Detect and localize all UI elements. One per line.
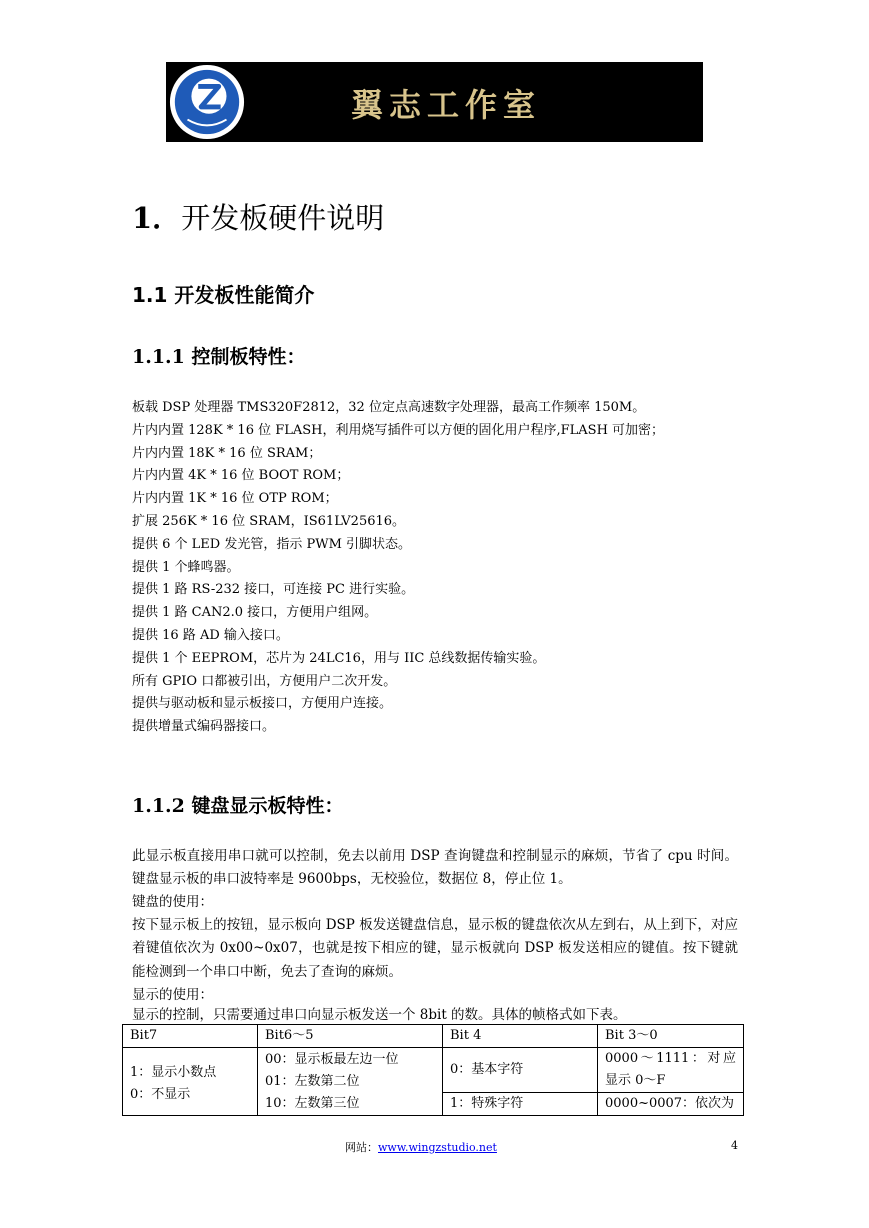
feature-line: 板载 DSP 处理器 TMS320F2812，32 位定点高速数字处理器，最高工作频率 150M。 (132, 400, 646, 415)
header-cell: Bit 3～0 (598, 1025, 744, 1048)
website-link[interactable]: www.wingzstudio.net (378, 1141, 497, 1154)
footer-website-label: 网站： (345, 1141, 378, 1154)
bit7-cell (123, 1048, 258, 1116)
bit30-special-cell: 0000~0007：依次为 (598, 1093, 744, 1116)
keyboard-use-paragraph: 按下显示板上的按钮，显示板向 DSP 板发送键盘信息，显示板的键盘依次从左到右，从上到下，对应着键值依次为 0x00~0x07，也就是按下相应的键，显示板就向 DSP 板发送相应的键值。按下键就能检测到一个串口中断，免去了查询的麻烦。 (132, 917, 738, 980)
display-use-label: 显示的使用： (132, 987, 213, 1003)
feature-line: 片内内置 1K * 16 位 OTP ROM； (132, 491, 338, 507)
cell-line: 00：显示板最左边一位 (265, 1051, 399, 1067)
section-heading: 1.1 开发板性能简介 (132, 283, 315, 307)
control-board-features (132, 397, 664, 739)
header-cell: Bit7 (123, 1025, 258, 1048)
bit4-special-cell: 1：特殊字符 (443, 1093, 598, 1116)
cell-line: 0：不显示 (130, 1086, 191, 1102)
bit4-basic-cell: 0：基本字符 (443, 1048, 598, 1093)
feature-line: 提供 1 路 CAN2.0 接口，方便用户组网。 (132, 605, 378, 621)
feature-line: 提供 16 路 AD 输入接口。 (132, 627, 289, 643)
subsection-heading-keyboard: 1.1.2 键盘显示板特性： (132, 795, 344, 817)
feature-line: 提供 1 个蜂鸣器。 (132, 559, 240, 575)
feature-line: 提供与驱动板和显示板接口，方便用户连接。 (132, 696, 393, 712)
keyboard-intro-paragraph: 此显示板直接用串口就可以控制，免去以前用 DSP 查询键盘和控制显示的麻烦，节省了 cpu 时间。键盘显示板的串口波特率是 9600bps，无校验位，数据位 8，停止位 1。 (132, 848, 738, 888)
feature-line: 提供增量式编码器接口。 (132, 719, 276, 735)
feature-line: 片内内置 128K * 16 位 FLASH，利用烧写插件可以方便的固化用户程序,FLASH 可加密； (132, 422, 665, 438)
feature-line: 提供 1 个 EEPROM，芯片为 24LC16，用与 IIC 总线数据传输实验。 (132, 650, 546, 666)
banner-title: 翼志工作室 (351, 86, 542, 124)
footer-website (345, 1139, 497, 1155)
chapter-title: 开发板硬件说明 (181, 201, 385, 235)
feature-line: 提供 1 路 RS-232 接口，可连接 PC 进行实验。 (132, 582, 415, 598)
table-row (123, 1048, 744, 1093)
feature-line: 所有 GPIO 口都被引出，方便用户二次开发。 (132, 673, 397, 689)
cell-line: 1：显示小数点 (130, 1064, 217, 1080)
subsection-heading-control: 1.1.1 控制板特性： (132, 346, 306, 368)
feature-line: 片内内置 4K * 16 位 BOOT ROM； (132, 468, 350, 484)
keyboard-use-label: 键盘的使用： (132, 894, 213, 910)
bit65-cell (258, 1048, 443, 1116)
bit30-basic-cell: 0000～1111：对应显示 0～F (598, 1048, 744, 1093)
chapter-heading (132, 196, 384, 237)
header-banner (166, 62, 703, 142)
feature-line: 提供 6 个 LED 发光管，指示 PWM 引脚状态。 (132, 536, 412, 552)
feature-line: 扩展 256K * 16 位 SRAM，IS61LV25616。 (132, 513, 406, 529)
page-number: 4 (731, 1139, 738, 1152)
feature-line: 片内内置 18K * 16 位 SRAM； (132, 445, 322, 461)
studio-logo (168, 63, 246, 141)
frame-format-table (122, 1024, 744, 1116)
table-header-row (123, 1025, 744, 1048)
chapter-number: 1． (132, 201, 182, 235)
header-cell: Bit6～5 (258, 1025, 443, 1048)
header-cell: Bit 4 (443, 1025, 598, 1048)
display-use-paragraph: 显示的控制，只需要通过串口向显示板发送一个 8bit 的数。具体的帧格式如下表。 (132, 1007, 627, 1023)
cell-line: 01：左数第二位 (265, 1073, 360, 1089)
cell-line: 10：左数第三位 (265, 1095, 360, 1111)
